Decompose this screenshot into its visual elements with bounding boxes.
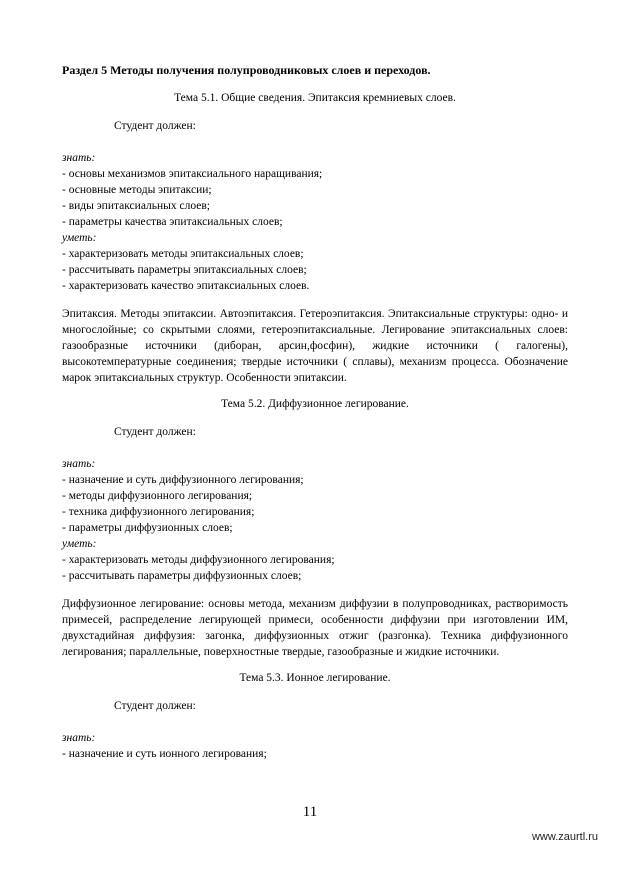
section-title: Раздел 5 Методы получения полупроводниковых слоев и переходов. — [62, 63, 431, 77]
document-page — [62, 62, 568, 762]
list-item: - методы диффузионного легирования; — [62, 490, 253, 502]
list-item: - характеризовать качество эпитаксиальных слоев. — [62, 280, 310, 292]
topic-5-2-text: Диффузионное легирование: основы метода, механизм диффузии в полупроводниках, растворимость примесей, распределение легирующей примеси, особенности диффузии при изготовлении ИМ, двухстадийная диффузия: загонка, диффузионных отжиг (разгонка). Техника диффузионного легирования; параллельные, поверхностные твердые, газообразные и жидкие источники. — [62, 598, 568, 658]
list-item: - виды эпитаксиальных слоев; — [62, 200, 210, 212]
list-item: - основы механизмов эпитаксиального наращивания; — [62, 168, 323, 180]
student-must-label: Студент должен: — [114, 426, 196, 438]
list-item: - назначение и суть ионного легирования; — [62, 748, 267, 760]
can-list — [62, 246, 568, 294]
topic-5-1-title: Тема 5.1. Общие сведения. Эпитаксия кремниевых слоев. — [174, 92, 456, 104]
student-must-label: Студент должен: — [114, 120, 196, 132]
topic-5-3-title: Тема 5.3. Ионное легирование. — [239, 672, 391, 684]
know-label: знать: — [62, 152, 96, 164]
page-number: 11 — [302, 804, 318, 820]
topic-5-1-text: Эпитаксия. Методы эпитаксии. Автоэпитаксия. Гетероэпитаксия. Эпитаксиальные структуры: одно- и многослойные; со скрытыми слоями, гетероэпитаксиальные. Легирование эпитаксиальных слоев: газообразные источники (диборан, арсин,фосфин), жидкие источники ( галогены), высокотемпературные соединения; твердые источники ( сплавы), механизм процесса. Обозначение марок эпитаксиальных структур. Особенности эпитаксии. — [62, 308, 568, 384]
know-list — [62, 746, 568, 762]
list-item: - параметры качества эпитаксиальных слоев; — [62, 216, 283, 228]
can-list — [62, 552, 568, 584]
can-label: уметь: — [62, 232, 97, 244]
list-item: - рассчитывать параметры диффузионных слоев; — [62, 570, 302, 582]
can-label: уметь: — [62, 538, 97, 550]
list-item: - характеризовать методы эпитаксиальных слоев; — [62, 248, 304, 260]
list-item: - техника диффузионного легирования; — [62, 506, 255, 518]
website-link[interactable]: www.zaurtl.ru — [531, 831, 598, 843]
list-item: - основные методы эпитаксии; — [62, 184, 212, 196]
student-must-label: Студент должен: — [114, 700, 196, 712]
list-item: - назначение и суть диффузионного легирования; — [62, 474, 304, 486]
topic-5-2-title: Тема 5.2. Диффузионное легирование. — [221, 398, 409, 410]
know-label: знать: — [62, 732, 96, 744]
list-item: - параметры диффузионных слоев; — [62, 522, 233, 534]
list-item: - характеризовать методы диффузионного легирования; — [62, 554, 335, 566]
list-item: - рассчитывать параметры эпитаксиальных слоев; — [62, 264, 307, 276]
know-label: знать: — [62, 458, 96, 470]
know-list — [62, 166, 568, 230]
know-list — [62, 472, 568, 536]
